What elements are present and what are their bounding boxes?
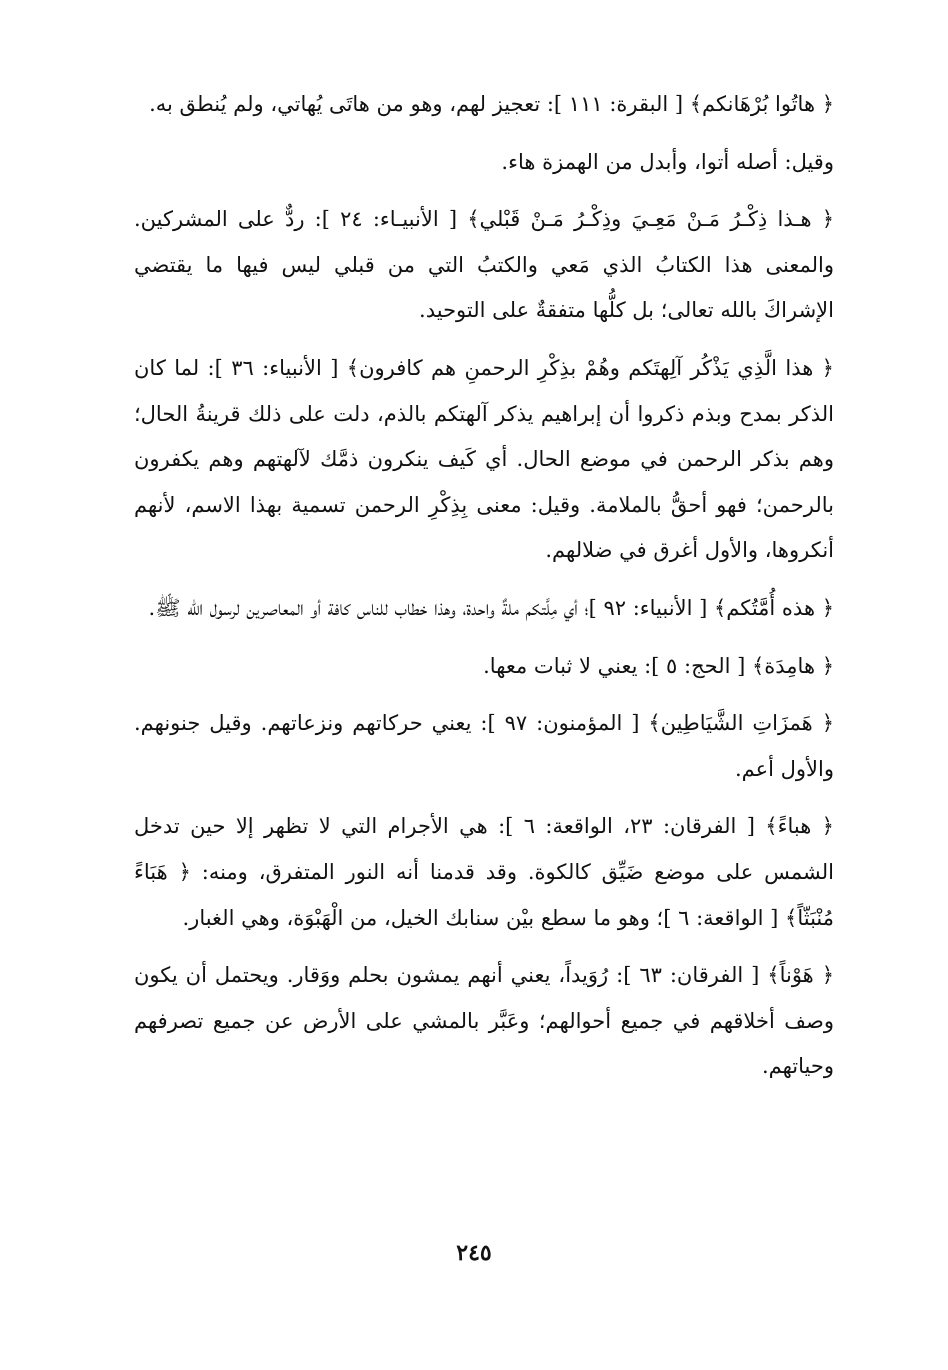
paragraph-hatha-dhikru: ﴿ هـذا ذِكْـرُ مَـنْ مَعِـيَ وذِكْـرُ مَـنْ قَبْلي﴾ [ الأنبيـاء: ٢٤ ]: ردٌّ على المشركين. والمعنى هذا الكتابُ الذي مَعي والكتبُ التي من قبلي ليس فيها ما يقتضي الإشراكَ بالله تعالى؛ بل كلُّها متفقةٌ على التوحيد.: [134, 207, 834, 323]
paragraph-hatha-alladhi: ﴿ هذا الَّذِي يَذْكُر آلِهتَكم وهُمْ بذِكْرِ الرحمنِ هم كافرون﴾ [ الأنبياء: ٣٦ ]: لما كان الذكر بمدح وبذم ذكروا أن إبراهيم يذكر آلهتكم بالذم، دلت على ذلك قرينةُ الحال؛ وهم بذكر الرحمن في موضع الحال. أي كَيف ينكرون ذمَّك لآلهتهم وهم يكفرون بالرحمن؛ فهو أحقُّ بالملامة. وقيل: معنى بِذِكْرِ الرحمن تسمية بهذا الاسم، لأنهم أنكروها، والأول أغرق في ضلالهم.: [134, 355, 834, 563]
paragraph-asluhu-atu: وقيل: أصله أتوا، وأبدل من الهمزة هاء.: [501, 149, 834, 174]
paragraph-hamazat: ﴿ هَمزَاتِ الشَّيَاطِين﴾ [ المؤمنون: ٩٧ ]: يعني حركاتهم ونزعاتهم. وقيل جنونهم. والأول أعم.: [134, 711, 835, 781]
paragraph-hatu-burhanakum: ﴿ هاتُوا بُرْهَانكم﴾ [ البقرة: ١١١ ]: تعجيز لهم، وهو من هاتَى يُهاتي، ولم يُنطق به.: [149, 92, 834, 116]
page-text: [134, 82, 834, 1090]
page-number: ٢٤٥: [456, 1240, 492, 1266]
paragraph-hathihi-ummatukum: ﴿ هذه أُمَّتُكم﴾ [ الأنبياء: ٩٢ ]؛ أي مِلَّتكم ملةٌ واحدة، وهذا خطاب للناس كافة أو المعاصرين لرسول الله ﷺ.: [148, 595, 834, 620]
paragraph-haba: ﴿ هباءً﴾ [ الفرقان: ٢٣، الواقعة: ٦ ]: هي الأجرام التي لا تظهر إلا حين تدخل الشمس على موضع ضَيِّق كالكوة. وقد قدمنا أنه النور المتفرق، ومنه: ﴿ هَبَاءً مُنْبَثّاً﴾ [ الواقعة: ٦ ]؛ وهو ما سطع بيْن سنابك الخيل، من الْهَبْوَة، وهي الغبار.: [134, 814, 834, 930]
paragraph-hawnan: ﴿ هَوْناً﴾ [ الفرقان: ٦٣ ]: رُوَيداً، يعني أنهم يمشون بحلم ووَقار. ويحتمل أن يكون وصف أخلاقهم في جميع أحوالهم؛ وعَبَّر بالمشي على الأرض عن جميع تصرفهم وحياتهم.: [134, 963, 834, 1079]
paragraph-hamidah: ﴿ هامِدَة﴾ [ الحج: ٥ ]: يعني لا ثبات معها.: [483, 653, 834, 678]
